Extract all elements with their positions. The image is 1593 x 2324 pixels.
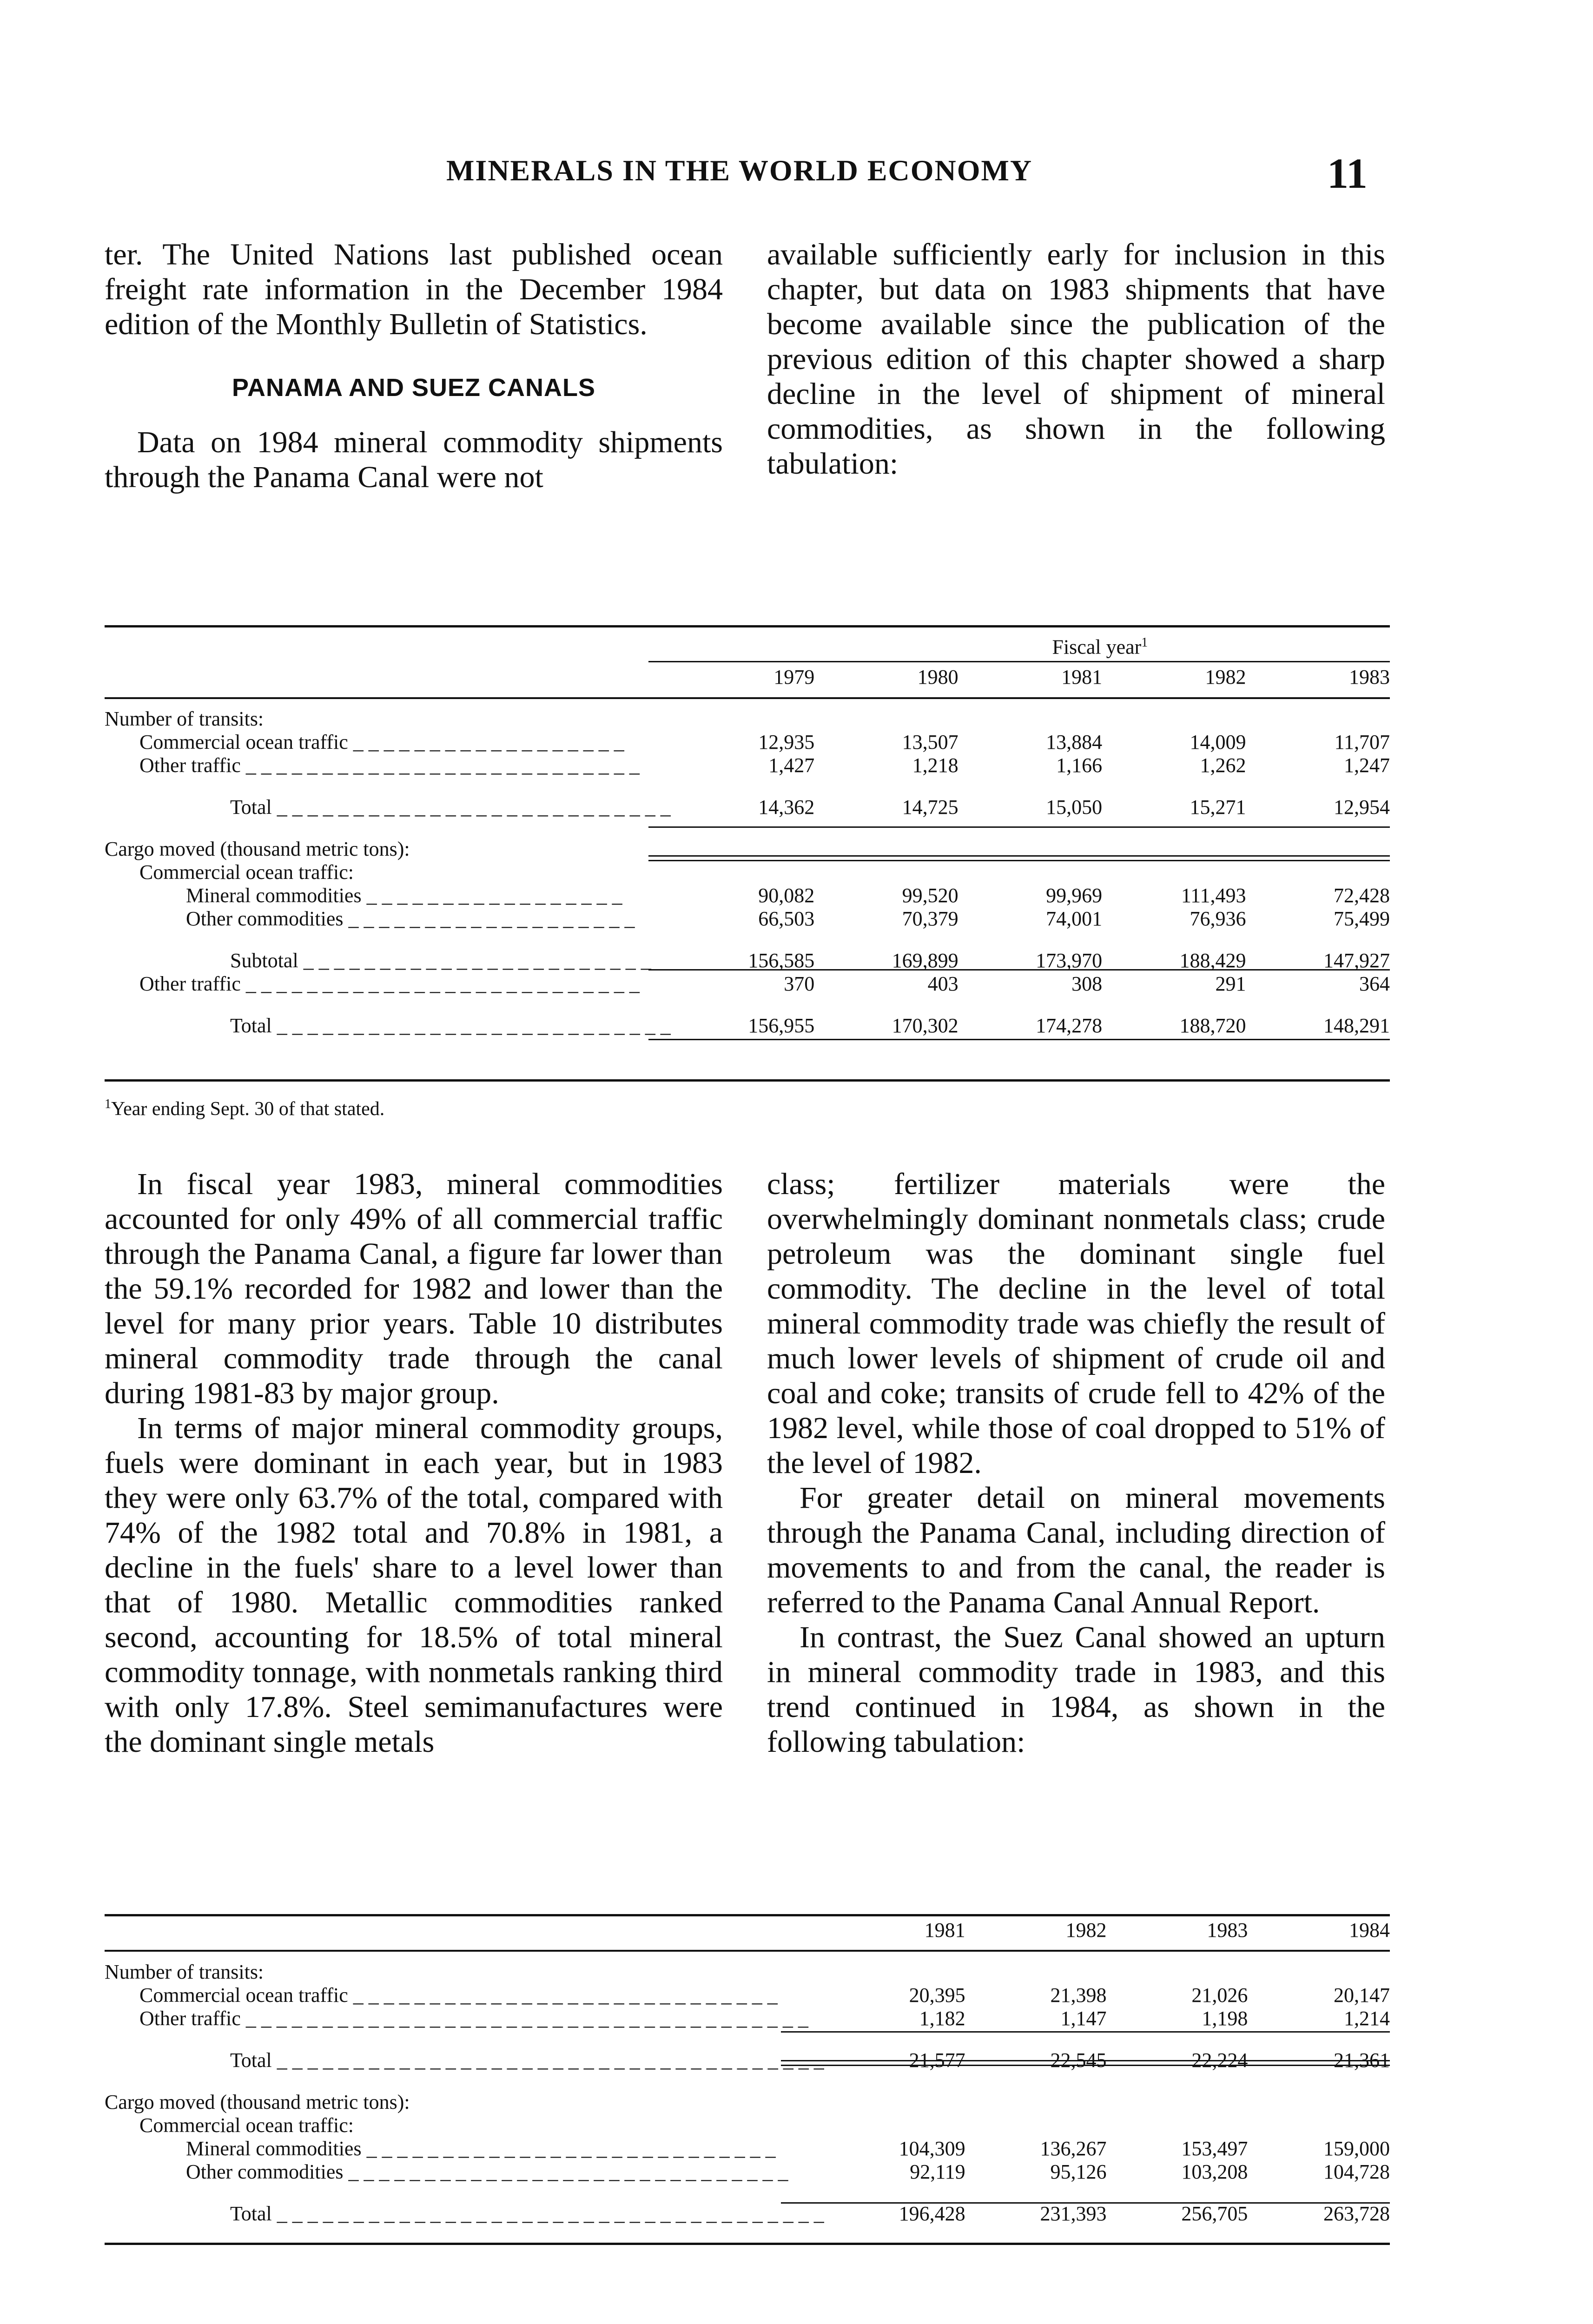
paragraph: In contrast, the Suez Canal showed an upturn in mineral commodity trade in 1983, and this trend continued in 1984, as shown in the following tabulation: (767, 1620, 1385, 1759)
suez-canal-table (105, 1919, 1390, 2225)
table-row (105, 731, 1390, 754)
paragraph: In terms of major mineral commodity groups, fuels were dominant in each year, but in 1983 they were only 63.7% of the total, compared with 74% of the 1982 total and 70.8% in 1981, a decline in the fuels' share to a level lower than that of 1980. Metallic commodities ranked second, accounting for 18.5% of total mineral commodity tonnage, with nonmetals ranking third with only 17.8%. Steel semimanufactures were the dominant single metals (105, 1411, 723, 1759)
section-heading: PANAMA AND SUEZ CANALS (232, 374, 595, 402)
row-label: Mineral commodities _ _ _ _ _ _ _ _ _ _ _ _ _ _ _ _ _ _ _ _ _ _ _ _ _ _ _ (186, 2137, 776, 2160)
table-cell: 173,970 (1036, 949, 1103, 972)
table-cell: 1,247 (1344, 753, 1390, 777)
table-row (105, 754, 1390, 777)
table-cell: 159,000 (1323, 2137, 1390, 2160)
paragraph: Data on 1984 mineral commodity shipments through the Panama Canal were not (105, 425, 723, 494)
table-row (105, 1984, 1390, 2007)
column-header: 1982 (1065, 1919, 1107, 1941)
table-cell: 364 (1359, 972, 1390, 995)
table-cell: 1,262 (1200, 753, 1246, 777)
column-header: 1984 (1349, 1919, 1390, 1941)
table-cell: 14,009 (1190, 730, 1246, 753)
row-label: Other traffic _ _ _ _ _ _ _ _ _ _ _ _ _ _ _ _ _ _ _ _ _ _ _ _ _ _ (139, 972, 640, 995)
column-headers (105, 1919, 1390, 1942)
row-label: Commercial ocean traffic: (139, 860, 354, 884)
table-row (105, 972, 1390, 996)
table-cell: 15,050 (1046, 795, 1103, 819)
table-cell: 90,082 (758, 884, 815, 907)
table-row (105, 2049, 1390, 2072)
row-label: Other traffic _ _ _ _ _ _ _ _ _ _ _ _ _ _ _ _ _ _ _ _ _ _ _ _ _ _ (139, 753, 640, 777)
table-cell: 156,585 (748, 949, 815, 972)
row-label: Commercial ocean traffic _ _ _ _ _ _ _ _ _ _ _ _ _ _ _ _ _ _ _ _ _ _ _ _ _ _ _ _ (139, 1984, 778, 2007)
row-label: Cargo moved (thousand metric tons): (105, 2091, 410, 2113)
table-row (105, 707, 1390, 731)
paragraph: class; fertilizer materials were the overwhelmingly dominant nonmetals class; crude petroleum was the dominant single fuel commodity. The decline in the level of total mineral commodity trade was chiefly the result of much lower levels of shipment of crude oil and coal and coke; transits of crude fell to 42% of the 1982 level, while those of coal dropped to 51% of the level of 1982. (767, 1167, 1385, 1480)
table-cell: 308 (1071, 972, 1103, 995)
table-cell: 188,429 (1179, 949, 1246, 972)
table-cell: 170,302 (892, 1014, 958, 1037)
row-label: Other commodities _ _ _ _ _ _ _ _ _ _ _ _ _ _ _ _ _ _ _ _ _ _ _ _ _ _ _ _ _ (186, 2160, 788, 2183)
table-cell: 263,728 (1323, 2202, 1390, 2225)
column-headers (105, 666, 1390, 689)
table-cell: 21,577 (909, 2049, 965, 2072)
total-rule (648, 1039, 1390, 1040)
table-row (105, 1961, 1390, 1984)
table-cell: 1,198 (1202, 2007, 1248, 2030)
table-cell: 169,899 (892, 949, 958, 972)
paragraph: ter. The United Nations last published ocean freight rate information in the December 1984 edition of the Monthly Bulletin of Statistics. (105, 238, 723, 341)
table-cell: 291 (1215, 972, 1246, 995)
table-cell: 104,309 (899, 2137, 965, 2160)
table-cell: 188,720 (1179, 1014, 1246, 1037)
footnote: $^1$Year ending Sept. 30 of that stated. (105, 1097, 385, 1120)
paragraph: For greater detail on mineral movements through the Panama Canal, including direction of movements to and from the canal, the reader is referred to the Panama Canal Annual Report. (767, 1481, 1385, 1619)
paragraph: In fiscal year 1983, mineral commodities accounted for only 49% of all commercial traffic through the Panama Canal, a figure far lower than the 59.1% recorded for 1982 and lower than the level for many prior years. Table 10 distributes mineral commodity trade through the canal during 1981-83 by major group. (105, 1167, 723, 1410)
bottom-right-column (767, 1167, 1385, 1759)
table-cell: 1,427 (768, 753, 815, 777)
table-cell: 156,955 (748, 1014, 815, 1037)
table-cell: 1,182 (919, 2007, 965, 2030)
table-row (105, 861, 1390, 884)
paragraph: available sufficiently early for inclusion in this chapter, but data on 1983 shipments that have become available since the publication of the previous edition of this chapter showed a sharp decline in the level of shipment of mineral commodities, as shown in the following tabulation: (767, 238, 1385, 481)
table-row (105, 2160, 1390, 2184)
table-cell: 75,499 (1334, 907, 1390, 930)
running-head: MINERALS IN THE WORLD ECONOMY (446, 154, 1033, 187)
table-cell: 22,224 (1191, 2049, 1248, 2072)
table-cell: 99,520 (902, 884, 958, 907)
table-cell: 147,927 (1323, 949, 1390, 972)
table-cell: 148,291 (1323, 1014, 1390, 1037)
table-row (105, 838, 1390, 861)
top-left-column (105, 237, 723, 495)
table-bottom-rule (105, 2243, 1390, 2245)
table-row (105, 2007, 1390, 2030)
table-cell: 1,214 (1344, 2007, 1390, 2030)
table-cell: 1,147 (1060, 2007, 1107, 2030)
row-label: Total _ _ _ _ _ _ _ _ _ _ _ _ _ _ _ _ _ _ _ _ _ _ _ _ _ _ (230, 1014, 671, 1037)
row-label: Mineral commodities _ _ _ _ _ _ _ _ _ _ _ _ _ _ _ _ _ (186, 884, 622, 907)
table-cell: 14,725 (902, 795, 958, 819)
table-row (105, 1014, 1390, 1037)
row-label: Other traffic _ _ _ _ _ _ _ _ _ _ _ _ _ _ _ _ _ _ _ _ _ _ _ _ _ _ _ _ _ _ _ _ _ _ _ _ _ (139, 2007, 808, 2030)
table-cell: 13,884 (1046, 730, 1103, 753)
table-row (105, 2114, 1390, 2137)
table-row (105, 796, 1390, 819)
row-label: Total _ _ _ _ _ _ _ _ _ _ _ _ _ _ _ _ _ _ _ _ _ _ _ _ _ _ _ _ _ _ _ _ _ _ _ _ (230, 2049, 824, 2072)
table-cell: 95,126 (1050, 2160, 1107, 2183)
table-cell: 76,936 (1190, 907, 1246, 930)
table-cell: 74,001 (1046, 907, 1103, 930)
table-cell: 153,497 (1181, 2137, 1248, 2160)
column-header: 1981 (1061, 665, 1103, 688)
bottom-left-column (105, 1167, 723, 1759)
panama-canal-table (105, 631, 1390, 1037)
page-number: 11 (1327, 150, 1368, 197)
row-label: Other commodities _ _ _ _ _ _ _ _ _ _ _ _ _ _ _ _ _ _ _ (186, 907, 635, 930)
column-header: 1983 (1349, 665, 1390, 688)
column-header: 1979 (773, 665, 815, 688)
table-cell: 136,267 (1040, 2137, 1107, 2160)
column-header: 1980 (917, 665, 958, 688)
row-label: Commercial ocean traffic: (139, 2114, 354, 2137)
table-cell: 13,507 (902, 730, 958, 753)
table-cell: 70,379 (902, 907, 958, 930)
table-top-rule (105, 625, 1390, 627)
table-cell: 12,954 (1334, 795, 1390, 819)
table-cell: 1,218 (912, 753, 958, 777)
table-cell: 66,503 (758, 907, 815, 930)
table-cell: 174,278 (1036, 1014, 1103, 1037)
table-cell: 231,393 (1040, 2202, 1107, 2225)
table-cell: 403 (927, 972, 958, 995)
table-cell: 21,361 (1334, 2049, 1390, 2072)
table-cell: 104,728 (1323, 2160, 1390, 2183)
table-cell: 20,395 (909, 1984, 965, 2007)
table-cell: 92,119 (910, 2160, 965, 2183)
table-cell: 14,362 (758, 795, 815, 819)
table-cell: 12,935 (758, 730, 815, 753)
table-row (105, 2202, 1390, 2225)
table-cell: 21,398 (1050, 1984, 1107, 2007)
table-cell: 196,428 (899, 2202, 965, 2225)
row-label: Number of transits: (105, 1961, 264, 1983)
row-label: Cargo moved (thousand metric tons): (105, 837, 410, 860)
table-row (105, 907, 1390, 931)
row-label: Total _ _ _ _ _ _ _ _ _ _ _ _ _ _ _ _ _ _ _ _ _ _ _ _ _ _ _ _ _ _ _ _ _ _ _ _ (230, 2202, 824, 2225)
table-cell: 20,147 (1334, 1984, 1390, 2007)
table-cell: 111,493 (1181, 884, 1246, 907)
row-label: Total _ _ _ _ _ _ _ _ _ _ _ _ _ _ _ _ _ _ _ _ _ _ _ _ _ _ (230, 795, 671, 819)
table-top-rule (105, 1914, 1390, 1916)
table-row (105, 2091, 1390, 2114)
table-cell: 99,969 (1046, 884, 1103, 907)
column-header: 1982 (1205, 665, 1246, 688)
top-right-column (767, 237, 1385, 481)
table-cell: 11,707 (1334, 730, 1390, 753)
table-cell: 370 (784, 972, 815, 995)
table-cell: 103,208 (1181, 2160, 1248, 2183)
table-cell: 21,026 (1191, 1984, 1248, 2007)
column-header: 1983 (1207, 1919, 1248, 1941)
row-label: Number of transits: (105, 707, 264, 730)
table-bottom-rule (105, 1079, 1390, 1082)
table-cell: 15,271 (1190, 795, 1246, 819)
table-cell: 72,428 (1334, 884, 1390, 907)
table-row (105, 2137, 1390, 2160)
row-label: Subtotal _ _ _ _ _ _ _ _ _ _ _ _ _ _ _ _ _ _ _ _ _ _ _ (230, 949, 651, 972)
span-header: Fiscal year$^1$ (1052, 635, 1148, 659)
column-header: 1981 (924, 1919, 965, 1941)
table-row (105, 949, 1390, 972)
table-row (105, 884, 1390, 907)
page-header (0, 149, 1593, 195)
table-cell: 22,545 (1050, 2049, 1107, 2072)
table-cell: 1,166 (1056, 753, 1103, 777)
table-cell: 256,705 (1181, 2202, 1248, 2225)
row-label: Commercial ocean traffic _ _ _ _ _ _ _ _ _ _ _ _ _ _ _ _ _ _ (139, 730, 624, 753)
